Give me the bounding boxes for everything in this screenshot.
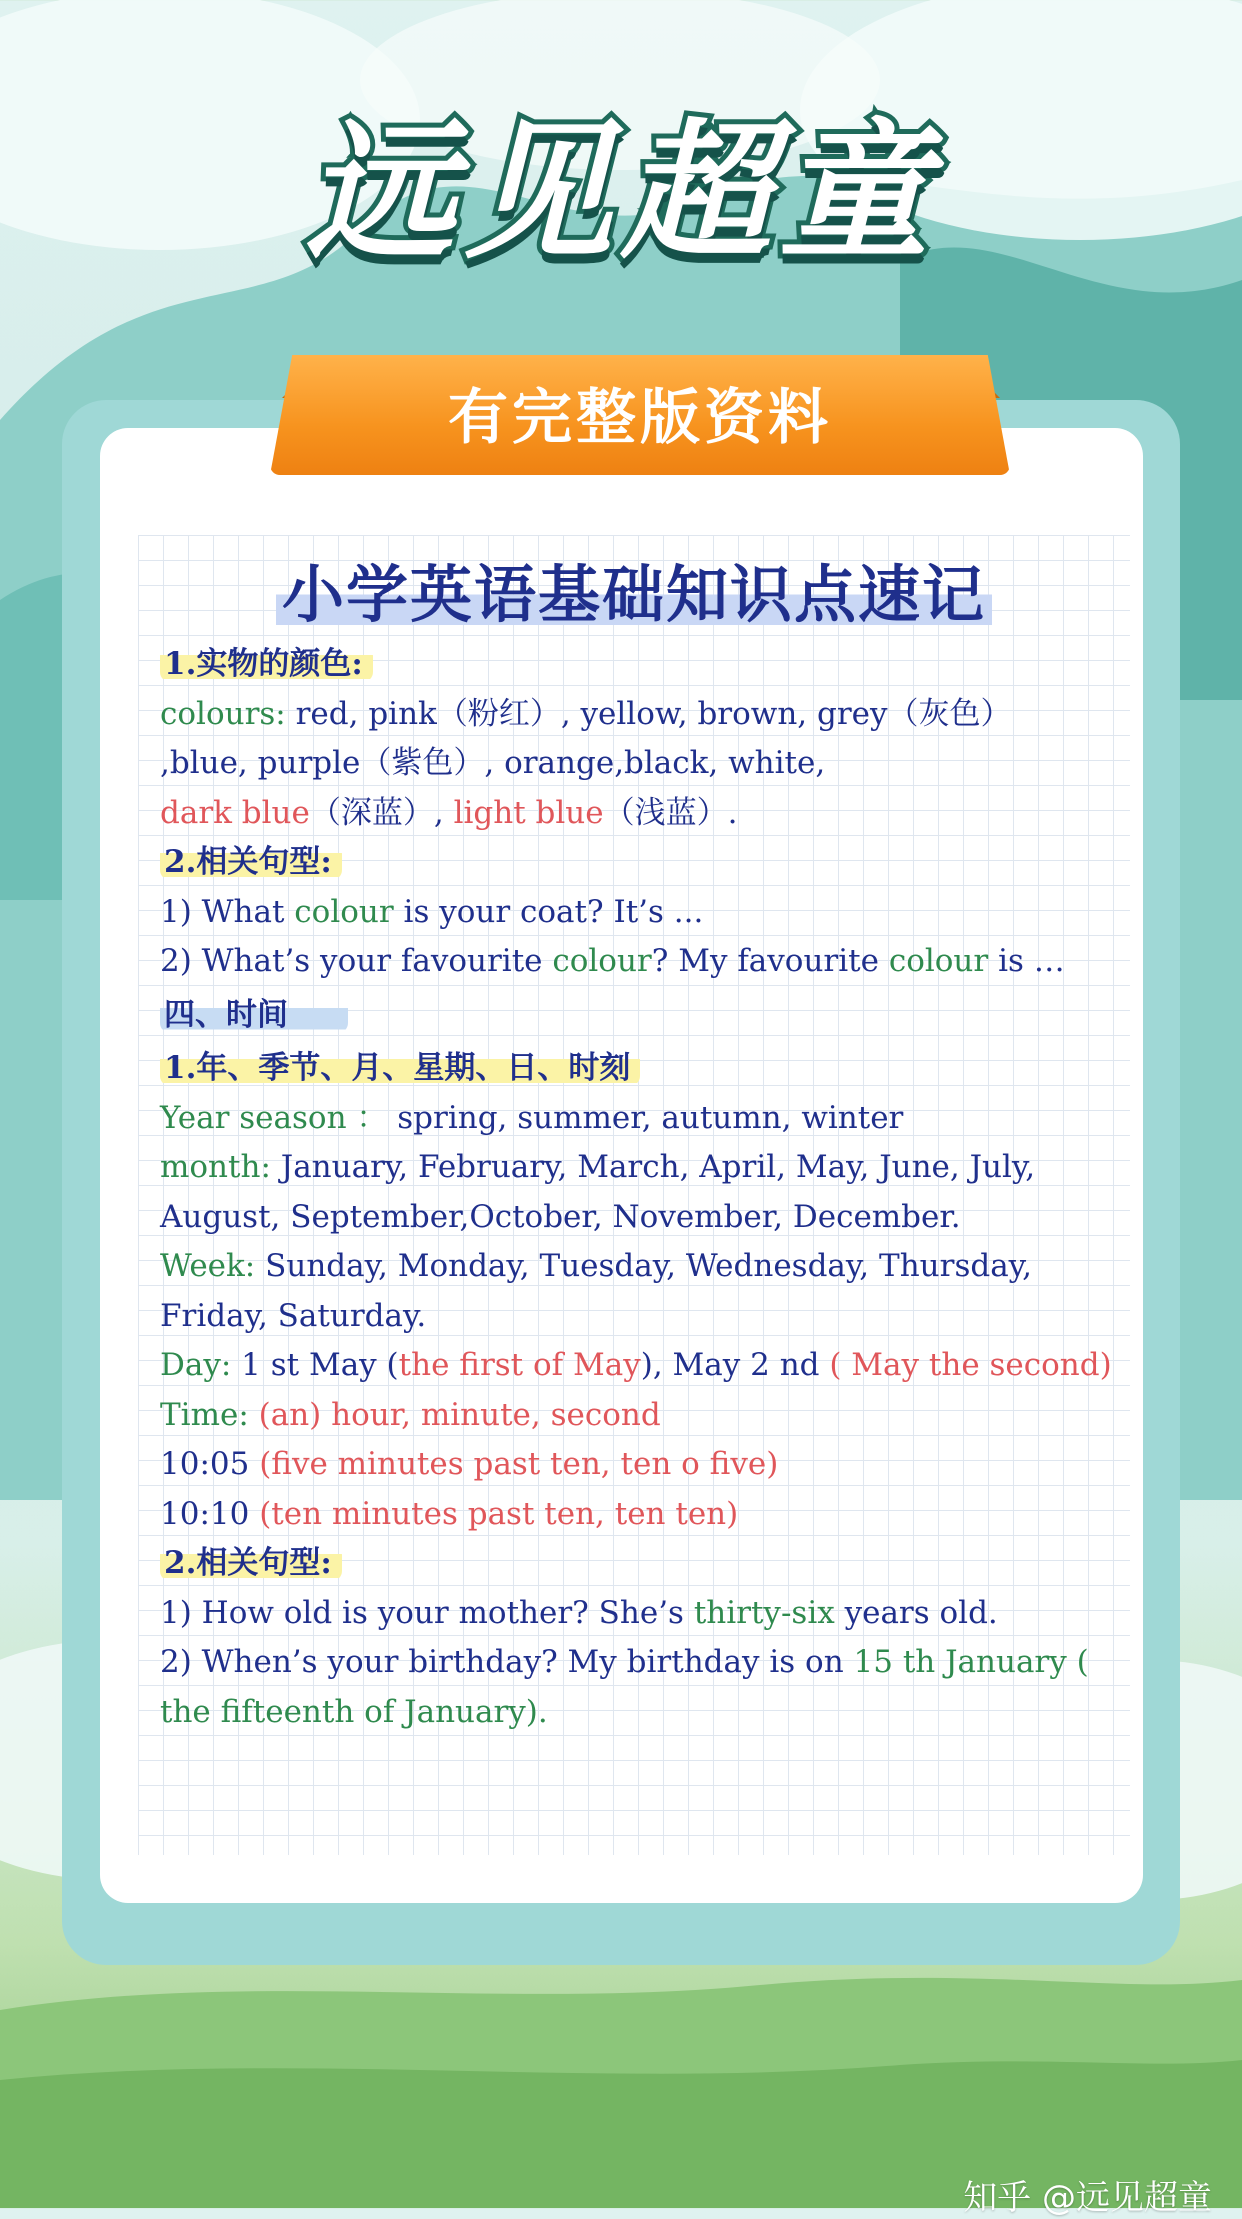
heading-highlight: 1.年、季节、月、星期、日、时刻: [160, 1050, 640, 1086]
week-line-2: [160, 1292, 1100, 1342]
text: ), May 2 nd: [640, 1347, 830, 1383]
colours-line-1: [160, 690, 1100, 740]
heading-highlight: 2.相关句型:: [160, 1545, 342, 1581]
text: 2) What’s your favourite: [160, 943, 553, 979]
heading-highlight: 四、时间: [160, 997, 348, 1033]
light-blue-cn: （浅蓝）.: [603, 794, 738, 831]
heading-highlight: 1.实物的颜色:: [160, 646, 373, 682]
dark-blue-term: dark blue: [160, 794, 310, 831]
label: month:: [160, 1149, 271, 1185]
section-heading-colours: [160, 640, 1100, 690]
light-blue-term: light blue: [453, 794, 604, 831]
section-heading-patterns: [160, 838, 1100, 888]
keyword: colour: [888, 943, 989, 979]
time-line: [160, 1391, 1100, 1441]
text: 1) How old is your mother? She’s: [160, 1594, 694, 1631]
sub-heading-time-patterns: [160, 1539, 1100, 1589]
label: Day:: [160, 1347, 232, 1383]
keyword: the fifteenth of January).: [160, 1693, 548, 1730]
banner-label: 有完整版资料: [448, 383, 832, 453]
text: January, February, March, April, May, June, July,: [270, 1149, 1036, 1185]
text: 10:10: [160, 1495, 260, 1532]
colours-text-1: red, pink（粉红）, yellow, brown, grey（灰色）: [285, 695, 1012, 732]
keyword: colour: [552, 943, 652, 979]
section-heading-time: [160, 991, 1100, 1041]
colours-text-2: ,blue, purple（紫色）, orange,black, white,: [160, 745, 826, 781]
day-line: [160, 1341, 1112, 1391]
text: ? My favourite: [651, 943, 889, 979]
red-text: the first of May: [398, 1347, 641, 1383]
sub-heading-time-units: [160, 1044, 1100, 1094]
text: is your coat? It’s ...: [393, 893, 704, 930]
heading-highlight: 2.相关句型:: [160, 844, 342, 880]
red-text: ( May the second): [829, 1347, 1112, 1383]
colours-line-2: [160, 739, 1100, 789]
brand-logo: 远见超童: [304, 106, 937, 280]
red-text: (ten minutes past ten, ten ten): [259, 1495, 739, 1532]
text: spring, summer, autumn, winter: [387, 1099, 904, 1136]
text: 2) When’s your birthday? My birthday is on: [160, 1644, 854, 1680]
clock-line-1: [160, 1440, 1100, 1490]
red-text: (an) hour, minute, second: [248, 1396, 661, 1433]
keyword: colour: [294, 893, 394, 930]
keyword: 15 th January (: [853, 1644, 1089, 1680]
birthday-pattern-line-1: [160, 1638, 1100, 1688]
text: Friday, Saturday.: [160, 1297, 427, 1334]
pattern-line-1: [160, 888, 1100, 938]
month-line-1: [160, 1143, 1100, 1193]
dark-blue-cn: （深蓝）,: [309, 794, 444, 831]
notes-body: [160, 640, 1112, 1737]
page-title-text: 小学英语基础知识点速记: [276, 558, 992, 631]
age-pattern-line: [160, 1589, 1100, 1639]
text: years old.: [834, 1594, 998, 1631]
colours-label: colours:: [160, 695, 286, 732]
text: 1) What: [160, 893, 295, 930]
text: August, September,October, November, December.: [160, 1198, 961, 1235]
text: 10:05: [160, 1446, 260, 1482]
label: Week:: [160, 1248, 256, 1284]
season-line: [160, 1094, 1100, 1144]
red-text: (five minutes past ten, ten o five): [259, 1446, 779, 1482]
label: Year season ：: [160, 1099, 388, 1136]
pattern-line-2: [160, 937, 1100, 987]
text: is …: [988, 943, 1065, 979]
colours-line-3: [160, 789, 1100, 839]
page-title: [138, 555, 1130, 635]
label: Time:: [160, 1396, 249, 1433]
month-line-2: [160, 1193, 1100, 1243]
keyword: thirty-six: [693, 1594, 835, 1631]
clock-line-2: [160, 1490, 1100, 1540]
week-line-1: [160, 1242, 1100, 1292]
watermark: 知乎 @远见超童: [963, 2178, 1212, 2218]
text: Sunday, Monday, Tuesday, Wednesday, Thursday,: [255, 1248, 1032, 1284]
birthday-pattern-line-2: [160, 1688, 1100, 1738]
text: 1 st May (: [231, 1347, 399, 1383]
